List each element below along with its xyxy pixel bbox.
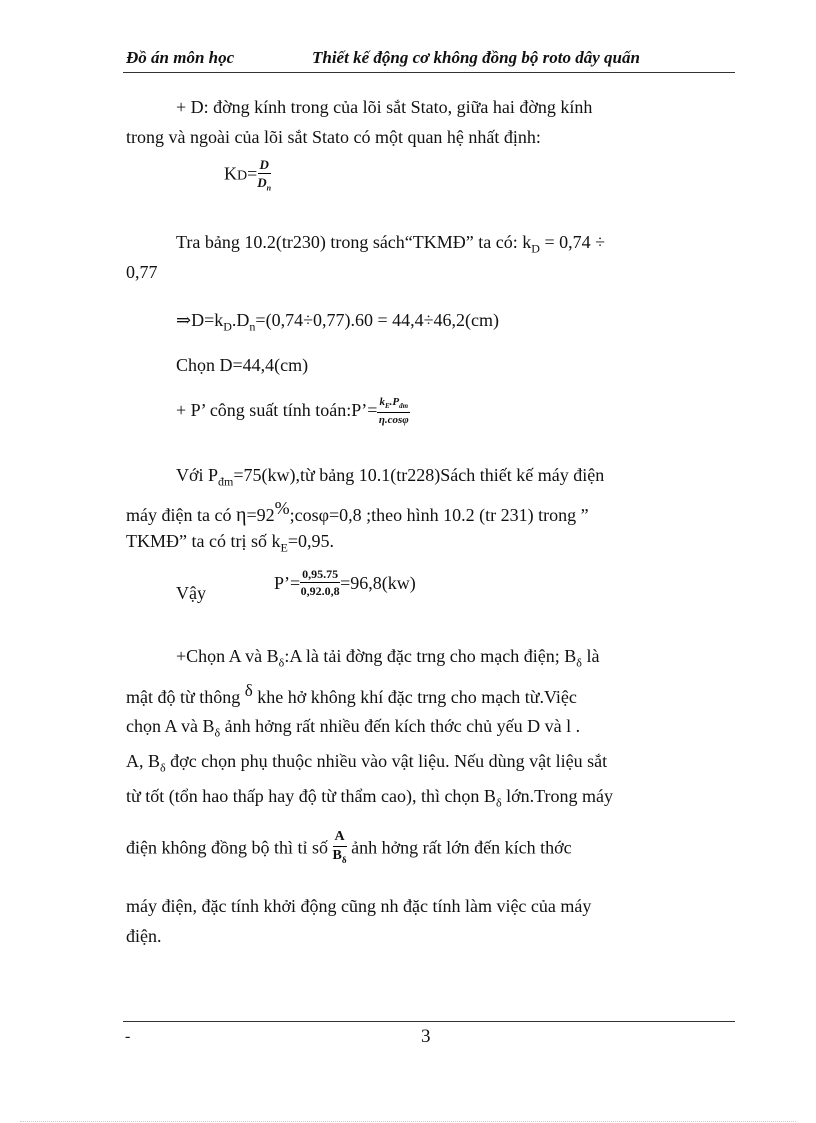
- p8-line3: [126, 712, 580, 747]
- header-left-title: Đồ án môn học: [126, 48, 235, 67]
- p7-rhs: =96,8(kw): [340, 572, 416, 593]
- p7-label: Vậy: [176, 583, 206, 603]
- p2-line2: 0,77: [126, 262, 158, 282]
- kd-formula: [224, 158, 271, 193]
- delta-symbol: δ: [244, 681, 253, 700]
- ratio-den: B: [332, 848, 342, 863]
- p8-line5: [126, 782, 613, 817]
- implies-arrow: ⇒: [176, 310, 192, 330]
- kd-den-sub: n: [266, 183, 272, 193]
- p7-den: 0,92.0,8: [300, 584, 340, 599]
- p8-l1-sub2: δ: [576, 655, 582, 670]
- kd-num: D: [259, 157, 269, 172]
- p8-l4-b: đợc chọn phụ thuộc nhiều vào vật liệu. Nếu dùng vật liệu sắt: [165, 751, 608, 771]
- p6-l3-a: TKMĐ” ta có trị số k: [126, 531, 281, 551]
- p6-line3: [126, 527, 334, 562]
- header-right-title: Thiết kế động cơ không đồng bộ roto dây quấn: [312, 48, 640, 67]
- p7-lhs: P’=: [274, 572, 301, 593]
- p6-l2-b: =92: [246, 505, 275, 525]
- p8-l1-sub: δ: [278, 655, 285, 670]
- p5-num: k: [379, 396, 385, 409]
- p3-b: .D: [231, 310, 250, 330]
- kd-den: D: [257, 175, 267, 190]
- ratio-num: A: [333, 830, 347, 847]
- p8-line1: [176, 642, 599, 677]
- p4-line: Chọn D=44,4(cm): [176, 355, 309, 375]
- p5-num-b: .P: [389, 396, 400, 409]
- p5-num-sub: E: [384, 402, 390, 411]
- p5-num-sub2: đm: [399, 402, 409, 411]
- p8-l3-a: chọn A và B: [126, 716, 215, 736]
- p7-num: 0,95.75: [302, 567, 339, 582]
- p8-l1-b: :A là tải đờng đặc trng cho mạch điện; B: [284, 646, 577, 666]
- p3-c: =(0,74÷0,77).60 = 44,4÷46,2(cm): [255, 310, 499, 330]
- p6-b: =75(kw),từ bảng 10.1(tr228)Sách thiết kế máy điện: [233, 465, 605, 485]
- p6-line2: [126, 494, 589, 529]
- page-bottom-dotted-edge: [20, 1121, 796, 1122]
- p8-l5-b: lớn.Trong máy: [501, 786, 613, 806]
- p8-line2: [126, 677, 577, 711]
- p3-b-sub: n: [249, 319, 256, 334]
- p8-l2-b: khe hở không khí đặc trng cho mạch từ.Việc: [252, 687, 577, 707]
- p3-a: D=k: [191, 310, 224, 330]
- p5-text: + P’ công suất tính toán:P’=: [176, 400, 378, 420]
- p2-text: Tra bảng 10.2(tr230) trong sách“TKMĐ” ta có: k: [176, 232, 532, 252]
- kd-eq: =: [247, 163, 258, 184]
- kd-lhs: K: [224, 163, 237, 184]
- ratio-fraction: [333, 830, 347, 865]
- p6-l2-c: ;cos: [289, 505, 319, 525]
- p8-l3-sub: δ: [214, 725, 221, 740]
- page-number: 3: [421, 1026, 431, 1047]
- p6-a: Với P: [176, 465, 219, 485]
- p8-line4: [126, 747, 607, 782]
- kd-sub: D: [237, 168, 248, 184]
- footer-rule: [123, 1021, 735, 1022]
- p6-l2-a: máy điện ta có: [126, 505, 236, 525]
- footer-dash: -: [125, 1028, 131, 1045]
- p8-l3-b: ảnh hởng rất nhiều đến kích thớc chủ yếu D và l .: [220, 716, 581, 736]
- ratio-den-sub: δ: [341, 854, 347, 865]
- p8-l2-a: mật độ từ thông: [126, 687, 245, 707]
- header-rule: [123, 72, 735, 73]
- p6-l2-d: =0,8 ;theo hình 10.2 (tr 231) trong ”: [328, 505, 589, 525]
- p7-fraction: [300, 568, 340, 597]
- p3-line: [176, 306, 499, 341]
- p6-l3-b: =0,95.: [287, 531, 334, 551]
- p8-line7: máy điện, đặc tính khởi động cũng nh đặc tính làm việc của máy: [126, 896, 592, 916]
- p6-l3-sub: E: [280, 540, 288, 555]
- p8-l5-a: từ tốt (tổn hao thấp hay độ từ thẩm cao), thì chọn B: [126, 786, 496, 806]
- eta-symbol: η: [235, 504, 247, 526]
- p7-formula: [274, 567, 416, 597]
- p8-line8: điện.: [126, 926, 162, 946]
- p8-l4-sub: δ: [160, 760, 166, 775]
- p8-line6: [126, 830, 572, 865]
- p5-line: [176, 396, 410, 426]
- p2-line1: [176, 228, 605, 263]
- p3-a-sub: D: [223, 319, 232, 334]
- p8-l6-b: ảnh hởng rất lớn đến kích thớc: [346, 837, 572, 858]
- percent-symbol: %: [274, 498, 290, 518]
- p6-line1: [176, 461, 604, 496]
- p1-line2: trong và ngoài của lõi sắt Stato có một quan hệ nhất định:: [126, 127, 541, 147]
- p8-l1-a: +Chọn A và B: [176, 646, 279, 666]
- p8-l6-a: điện không đồng bộ thì tỉ số: [126, 837, 333, 858]
- p8-l1-c: là: [581, 646, 600, 666]
- p2-tail: = 0,74 ÷: [539, 232, 605, 252]
- p5-den: η.cosφ: [378, 414, 409, 427]
- p5-fraction: [377, 397, 410, 426]
- phi-symbol: φ: [318, 505, 329, 525]
- p2-sub: D: [531, 241, 540, 256]
- p1-line1: + D: đờng kính trong của lõi sắt Stato, giữa hai đờng kính: [176, 97, 593, 117]
- kd-fraction: [257, 158, 271, 193]
- p8-l5-sub: δ: [495, 795, 502, 810]
- p8-l4-a: A, B: [126, 751, 161, 771]
- p6-a-sub: đm: [218, 474, 234, 489]
